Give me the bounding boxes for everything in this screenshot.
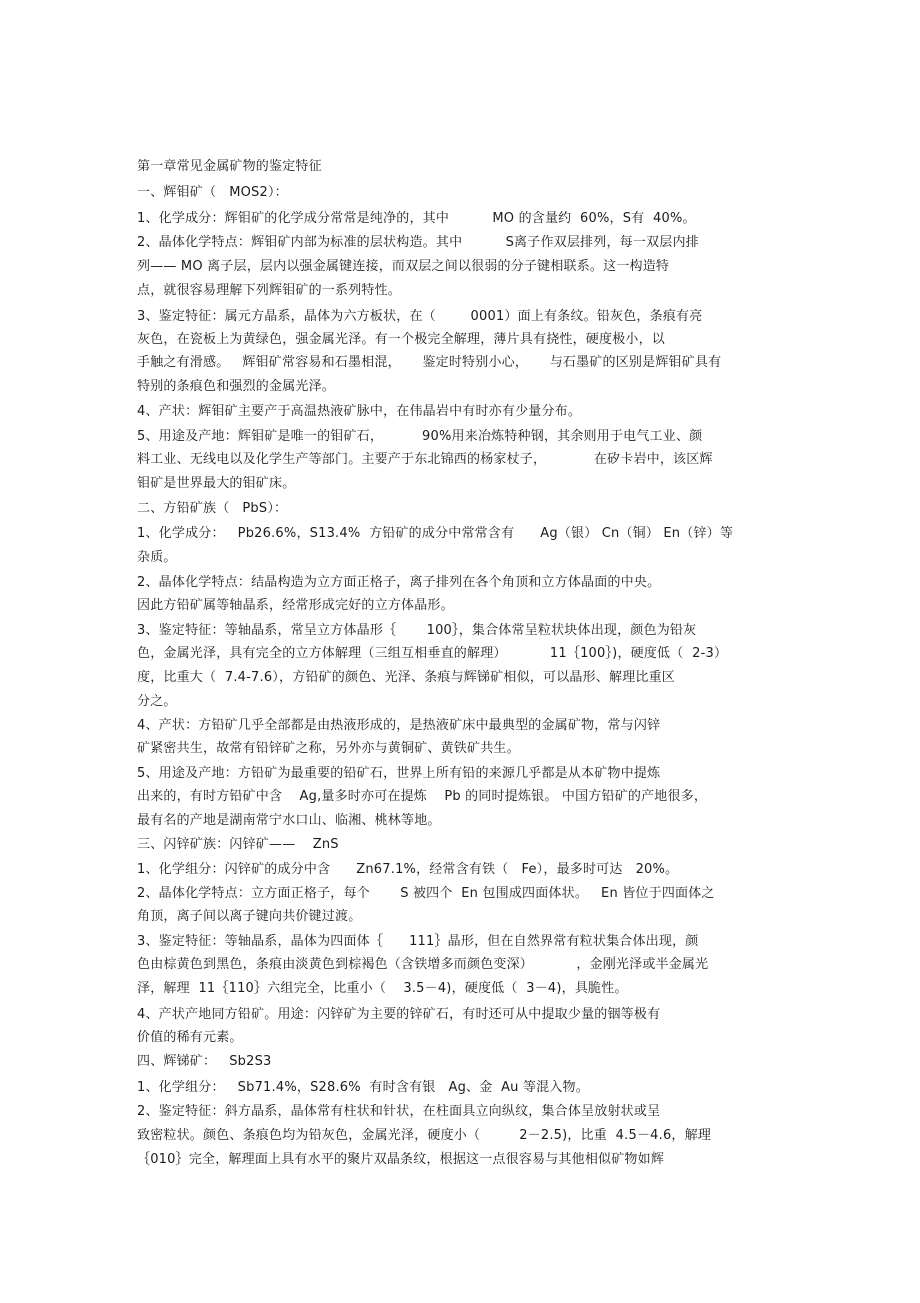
text-line: 5、用途及产地：辉钼矿是唯一的钼矿石， 90%用来冶炼特种钢，其余则用于电气工业、颜 — [137, 429, 703, 444]
text-line: 特别的条痕色和强烈的金属光泽。 — [137, 379, 336, 394]
text-line: 5、用途及产地：方铅矿为最重要的铅矿石，世界上所有铅的来源几乎都是从本矿物中提炼 — [137, 766, 661, 781]
text-line: 角顶，离子间以离子键向共价键过渡。 — [137, 909, 362, 924]
text-line: 泽，解理 11｛110｝六组完全，比重小（ 3.5－4)，硬度低（ 3－4)，具脆性。 — [137, 981, 628, 996]
text-line: 二、方铅矿族（ PbS）： — [137, 501, 288, 516]
text-line: 价值的稀有元素。 — [137, 1030, 243, 1045]
text-line: 灰色，在瓷板上为黄绿色，强金属光泽。有一个极完全解理，薄片具有挠性，硬度极小，以 — [137, 332, 666, 347]
text-line: 2、鉴定特征：斜方晶系，晶体常有柱状和针状，在柱面具立向纵纹，集合体呈放射状或呈 — [137, 1104, 661, 1119]
text-line: 3、鉴定特征：属元方晶系，晶体为六方板状，在（ 0001）面上有条纹。铅灰色，条痕有亮 — [137, 309, 703, 324]
text-line: 1、化学成分：辉钼矿的化学成分常常是纯净的，其中 MO 的含量约 60%，S有 40%。 — [137, 211, 696, 226]
text-line: 1、化学组分：闪锌矿的成分中含 Zn67.1%，经常含有铁（ Fe），最多时可达 20%。 — [137, 862, 679, 877]
text-line: 最有名的产地是湖南常宁水口山、临湘、桃林等地。 — [137, 813, 441, 828]
text-line: 手触之有滑感。 辉钼矿常容易和石墨相混， 鉴定时特别小心， 与石墨矿的区别是辉钼矿具有 — [137, 355, 722, 370]
text-line: 一、辉钼矿（ MOS2）： — [137, 185, 288, 200]
text-line: 4、产状产地同方铅矿。用途：闪锌矿为主要的锌矿石，有时还可从中提取少量的铟等极有 — [137, 1007, 661, 1022]
text-line: 因此方铅矿属等轴晶系，经常形成完好的立方体晶形。 — [137, 598, 454, 613]
text-line: 度，比重大（ 7.4-7.6），方铅矿的颜色、光泽、条痕与辉锑矿相似，可以晶形、解理比重区 — [137, 670, 676, 685]
text-line: 3、鉴定特征：等轴晶系，晶体为四面体｛ 111｝晶形，但在自然界常有粒状集合体出现，颜 — [137, 934, 699, 949]
text-line: 三、闪锌矿族：闪锌矿—— ZnS — [137, 837, 339, 852]
text-line: 矿紧密共生，故常有铅锌矿之称，另外亦与黄铜矿、黄铁矿共生。 — [137, 741, 520, 756]
text-line: 料工业、无线电以及化学生产等部门。主要产于东北锦西的杨家杖子， 在矽卡岩中，该区辉 — [137, 452, 713, 467]
text-line: 色由棕黄色到黑色，条痕由淡黄色到棕褐色（含铁增多而颜色变深） ，金刚光泽或半金属光 — [137, 957, 709, 972]
text-line: 1、化学成分： Pb26.6%，S13.4% 方铅矿的成分中常常含有 Ag（银） Cn（铜） En（锌）等 — [137, 526, 734, 541]
text-line: 4、产状：辉钼矿主要产于高温热液矿脉中，在伟晶岩中有时亦有少量分布。 — [137, 404, 582, 419]
text-line: 分之。 — [137, 694, 177, 709]
text-line: 2、晶体化学特点：辉钼矿内部为标准的层状构造。其中 S离子作双层排列，每一双层内排 — [137, 235, 699, 250]
text-line: 4、产状：方铅矿几乎全部都是由热液形成的，是热液矿床中最典型的金属矿物，常与闪锌 — [137, 718, 661, 733]
text-line: 钼矿是世界最大的钼矿床。 — [137, 476, 296, 491]
text-line: ｛010｝完全，解理面上具有水平的聚片双晶条纹，根据这一点很容易与其他相似矿物如辉 — [137, 1152, 665, 1167]
text-line: 点，就很容易理解下列辉钼矿的一系列特性。 — [137, 283, 402, 298]
text-line: 出来的，有时方铅矿中含 Ag,量多时亦可在提炼 Pb 的同时提炼银。 中国方铅矿的产地很多， — [137, 789, 708, 804]
text-line: 四、辉锑矿： Sb2S3 — [137, 1054, 272, 1069]
text-line: 3、鉴定特征：等轴晶系，常呈立方体晶形｛ 100｝，集合体常呈粒状块体出现，颜色为铅灰 — [137, 623, 697, 638]
text-line: 2、晶体化学特点：结晶构造为立方面正格子，离子排列在各个角顶和立方体晶面的中央。 — [137, 575, 661, 590]
text-line: 1、化学组分： Sb71.4%，S28.6% 有时含有银 Ag、金 Au 等混入物。 — [137, 1080, 589, 1095]
text-line: 杂质。 — [137, 550, 177, 565]
text-line: 致密粒状。颜色、条痕色均为铅灰色，金属光泽，硬度小（ 2－2.5)，比重 4.5－4.6，解理 — [137, 1128, 712, 1143]
text-line: 2、晶体化学特点：立方面正格子，每个 S 被四个 En 包围成四面体状。 En 皆位于四面体之 — [137, 886, 715, 901]
text-line: 色，金属光泽，具有完全的立方体解理（三组互相垂直的解理） 11｛100｝)，硬度低（ 2-3） — [137, 646, 728, 661]
text-line: 第一章常见金属矿物的鉴定特征 — [137, 159, 322, 174]
text-line: 列—— MO 离子层，层内以强金属键连接，而双层之间以很弱的分子键相联系。这一构造特 — [137, 259, 670, 274]
